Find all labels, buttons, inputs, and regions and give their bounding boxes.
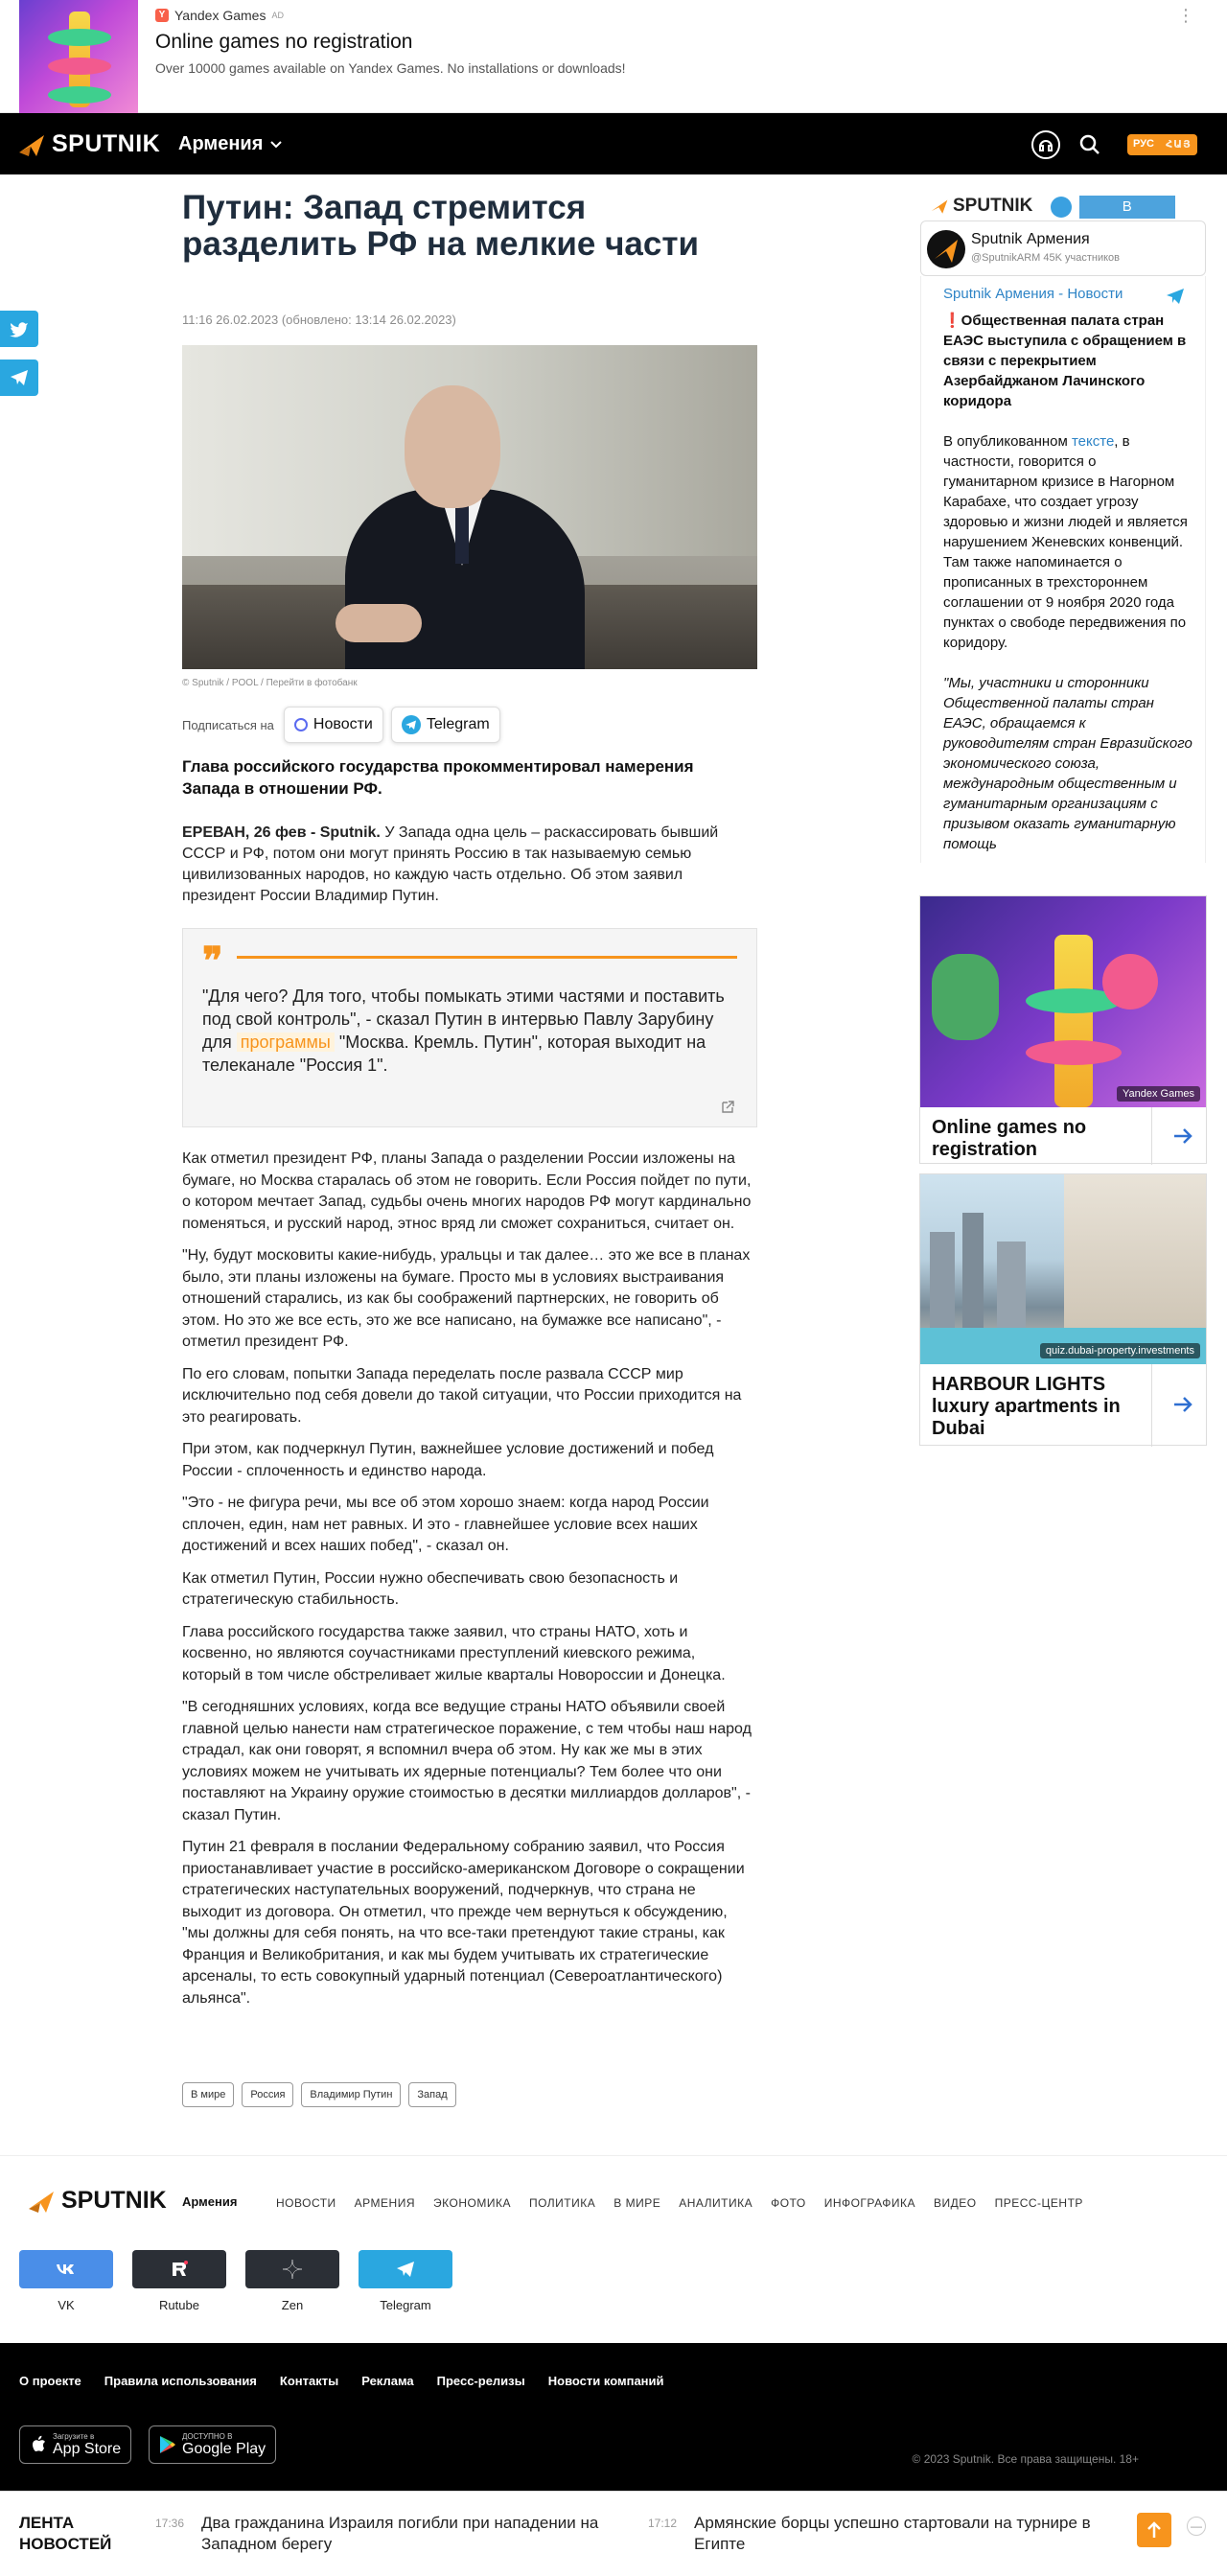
- telegram-icon: [402, 715, 421, 734]
- store-small-label: Загрузите в: [53, 2431, 95, 2441]
- footer-menu-item[interactable]: АРМЕНИЯ: [354, 2196, 416, 2210]
- channel-card[interactable]: [920, 220, 1206, 276]
- subscribe-telegram-label: Telegram: [426, 716, 490, 732]
- top-ad-banner[interactable]: [0, 0, 1227, 113]
- tag-chip[interactable]: Россия: [242, 2082, 293, 2107]
- article-paragraph: "Ну, будут московиты какие-нибудь, уральцы и так далее… это же все в планах было, эти планы изложены на бумаге. Просто мы в условиях выстраивания отношений старались, из как бы соображений партнерских, не говорить об этом. Но это же все есть, это же все написано, на бумажке все написано", - отметил президент РФ.: [182, 1247, 751, 1350]
- channel-name: Sputnik Армения: [971, 231, 1090, 247]
- ad-tag: AD: [271, 11, 284, 20]
- quote-part2: "Москва. Кремль. Путин", которая выходит на телеканале "Россия 1".: [202, 1033, 706, 1075]
- footer-link[interactable]: Контакты: [279, 2374, 339, 2388]
- tag-chip[interactable]: Владимир Путин: [301, 2082, 401, 2107]
- article-body: [182, 1149, 757, 2020]
- ad-image: [920, 896, 1206, 1107]
- article-paragraph: Как отметил Путин, России нужно обеспечивать свою безопасность и стратегическую стабильность.: [182, 1569, 679, 1608]
- footer-link[interactable]: Реклама: [361, 2374, 414, 2388]
- arrow-right-icon[interactable]: [1171, 1125, 1194, 1148]
- region-selector[interactable]: [178, 133, 282, 155]
- social-label: Rutube: [159, 2298, 199, 2312]
- subscribe-news-button[interactable]: [284, 707, 383, 743]
- subscribe-news-label: Новости: [313, 716, 373, 732]
- post-paragraph: [943, 431, 1194, 653]
- article-paragraph: "В сегодняшних условиях, когда все ведущие страны НАТО объявили своей главной целью нанести нам стратегическое поражение, с тем чтобы наш народ страдал, как они говорят, я вспомнил вчера об этом. Ну как же мы в этих условиях можем не учитывать их ядерные потенциалы? Тем более что они поставляют на Украину оружие стоимостью в десятки миллиардов долларов", - сказал Путин.: [182, 1699, 752, 1823]
- right-ad-games[interactable]: [919, 895, 1207, 1164]
- apple-icon: [30, 2435, 47, 2454]
- channel-avatar: [927, 230, 965, 268]
- store-small-label: ДОСТУПНО В: [182, 2431, 233, 2441]
- article-date: 11:16 26.02.2023 (обновлено: 13:14 26.02.2023): [182, 313, 456, 327]
- news-icon: [294, 718, 308, 731]
- telegram-icon: [396, 2261, 415, 2278]
- footer-menu-item[interactable]: НОВОСТИ: [276, 2196, 336, 2210]
- footer-logo[interactable]: [27, 2187, 167, 2215]
- ticker-open-button[interactable]: [1137, 2513, 1171, 2547]
- ad-caption[interactable]: HARBOUR LIGHTS luxury apartments in Dubai: [932, 1374, 1121, 1439]
- ad-badge: Yandex Games: [1117, 1086, 1200, 1102]
- social-label: VK: [58, 2298, 75, 2312]
- search-icon[interactable]: [1077, 132, 1102, 157]
- tag-chip[interactable]: В мире: [182, 2082, 234, 2107]
- ad-title[interactable]: Online games no registration: [155, 31, 413, 53]
- ad-brand-name: Yandex Games: [174, 8, 266, 23]
- article-paragraph: "Это - не фигура речи, мы все об этом хорошо знаем: когда народ России сплочен, един, нам нет равных. И это - главнейшее условие всех наших достижений и всех наших побед", - сказал он.: [182, 1495, 709, 1554]
- article-intro: [182, 823, 719, 907]
- right-ad-dubai[interactable]: [919, 1173, 1207, 1446]
- tag-chip[interactable]: Запад: [408, 2082, 455, 2107]
- chevron-down-icon: [270, 141, 282, 149]
- language-switch[interactable]: [1127, 134, 1197, 155]
- footer-menu-item[interactable]: ПРЕСС-ЦЕНТР: [994, 2196, 1083, 2210]
- share-icon[interactable]: [1165, 286, 1186, 307]
- lang-ru[interactable]: РУС: [1133, 138, 1154, 150]
- social-vk[interactable]: [19, 2250, 113, 2312]
- footer-menu-item[interactable]: ФОТО: [771, 2196, 806, 2210]
- tag-list: [182, 2082, 456, 2107]
- quote-icon: ❞: [202, 939, 223, 984]
- vk-icon: [56, 2263, 77, 2276]
- twitter-share-button[interactable]: [0, 311, 38, 347]
- copyright: © 2023 Sputnik. Все права защищены. 18+: [912, 2452, 1139, 2466]
- footer-menu-item[interactable]: ИНФОГРАФИКА: [823, 2196, 915, 2210]
- footer-menu-item[interactable]: ПОЛИТИКА: [528, 2196, 596, 2210]
- site-header: [0, 113, 1227, 174]
- widget-logo-text: SPUTNIK: [953, 196, 1033, 216]
- subscribe-bar: [182, 707, 500, 743]
- ad-caption[interactable]: Online games no registration: [932, 1117, 1087, 1160]
- sputnik-logo-icon: [17, 131, 46, 158]
- ticker-time: 17:36: [155, 2517, 185, 2530]
- more-options-icon[interactable]: ⋮: [1177, 6, 1194, 25]
- article-lead: Глава российского государства прокомментировал намерения Запада в отношении РФ.: [182, 757, 694, 798]
- article-title: Путин: Запад стремится разделить РФ на мелкие части: [182, 189, 700, 263]
- photo-caption[interactable]: © Sputnik / POOL / Перейти в фотобанк: [182, 678, 358, 688]
- telegram-share-button[interactable]: [0, 360, 38, 396]
- social-links: [19, 2250, 452, 2312]
- footer-links: [19, 2374, 664, 2388]
- ticker-text: Два гражданина Израиля погибли при нападении на Западном берегу: [201, 2514, 599, 2553]
- footer-menu-item[interactable]: ЭКОНОМИКА: [433, 2196, 511, 2210]
- ticker-item[interactable]: [648, 2513, 1097, 2555]
- footer-menu-item[interactable]: ВИДЕО: [933, 2196, 977, 2210]
- telegram-icon: [1051, 197, 1072, 218]
- logo-text: SPUTNIK: [52, 130, 161, 157]
- lang-hy[interactable]: ՀԱՅ: [1165, 139, 1192, 151]
- ad-badge: quiz.dubai-property.investments: [1040, 1343, 1200, 1358]
- subscribe-label: Подписаться на: [182, 717, 274, 732]
- article-paragraph: Глава российского государства также заявил, что страны НАТО, хоть и косвенно, но являются соучастниками преступлений киевского режима, который в том числе обстреливает жилые кварталы Новороссии и Донецка.: [182, 1623, 726, 1683]
- dateline: ЕРЕВАН, 26 фев - Sputnik.: [182, 824, 381, 841]
- arrow-right-icon[interactable]: [1171, 1393, 1194, 1416]
- article-paragraph: Как отметил президент РФ, планы Запада о разделении России изложены на бумаге, но Москва старалась об этом не говорить. Если Россия пойдет по пути, о котором мечтает Запад, судьбы очень многих народов РФ могут кардинально поменяться, и русский народ, этнос вряд ли сможет сохраниться, считает он.: [182, 1150, 752, 1232]
- sputnik-logo-icon: [27, 2188, 56, 2215]
- ticker-item[interactable]: [155, 2513, 604, 2555]
- post-headline: ❗Общественная палата стран ЕАЭС выступила с обращением в связи с перекрытием Азербайджаном Лачинского коридора: [943, 313, 1187, 409]
- subscribe-telegram-button[interactable]: [391, 707, 500, 743]
- article-paragraph: Путин 21 февраля в послании Федеральному собранию заявил, что Россия приостанавливает участие в российско-американском Договоре о сокращении стратегических наступательных вооружений, подчеркнув, что страна не выходит из договора. Он отметил, что прежде чем вернуться к обсуждению, "мы должны для себя понять, на что все-таки претендуют такие страны, как Франция и Великобритания, и как мы будем учитывать их стратегические арсеналы, то есть совокупный ударный потенциал (Североатлантического) альянса".: [182, 1839, 745, 2007]
- ticker-title[interactable]: ЛЕНТА НОВОСТЕЙ: [19, 2514, 112, 2553]
- telegram-widget: [920, 192, 1206, 863]
- quote-program-link[interactable]: программы: [237, 1033, 335, 1052]
- footer-link[interactable]: Правила использования: [104, 2374, 257, 2388]
- external-link-icon[interactable]: [720, 1100, 735, 1115]
- social-label: Zen: [281, 2298, 304, 2312]
- social-label: Telegram: [380, 2298, 431, 2312]
- post-link[interactable]: тексте: [1071, 433, 1115, 450]
- footer-menu: [276, 2196, 1083, 2210]
- social-telegram[interactable]: [359, 2250, 452, 2312]
- open-telegram-button[interactable]: В: [1079, 196, 1175, 219]
- footer-bottom: [0, 2343, 1227, 2491]
- ticker-text: Армянские борцы успешно стартовали на турнире в Египте: [694, 2514, 1091, 2553]
- quote-text: [202, 985, 739, 1077]
- store-label: App Store: [53, 2440, 122, 2457]
- footer-region: Армения: [182, 2194, 238, 2209]
- google-play-button[interactable]: [149, 2425, 276, 2464]
- social-rutube[interactable]: [132, 2250, 226, 2312]
- article-photo[interactable]: [182, 345, 757, 669]
- radio-icon[interactable]: [1031, 130, 1060, 159]
- ad-thumbnail[interactable]: [19, 0, 138, 113]
- region-label: Армения: [178, 133, 264, 154]
- intro-text: У Запада одна цель – раскассировать бывший СССР и РФ, потом они могут принять Россию в так называемую семью цивилизованных народов, но каждую часть отдельно. Об этом заявил президент России Владимир Путин.: [182, 824, 719, 904]
- article-paragraph: При этом, как подчеркнул Путин, важнейшее условие достижений и побед России - сплоченность и единство народа.: [182, 1441, 714, 1479]
- footer-menu-item[interactable]: АНАЛИТИКА: [679, 2196, 753, 2210]
- arrow-up-icon: [1137, 2513, 1171, 2547]
- yandex-icon: Y: [155, 9, 169, 22]
- post-text: В опубликованном: [943, 433, 1072, 450]
- post-text: , в частности, говорится о гуманитарном кризисе в Нагорном Карабахе, что создает угрозу здоровью и жизни людей и является нарушением Женевских конвенций. Там также напоминается о прописанных в трехстороннем соглашении от 9 ноября 2020 года пунктах о свободе передвижения по коридору.: [943, 433, 1188, 651]
- footer-logo-text: SPUTNIK: [61, 2187, 167, 2214]
- footer-menu-item[interactable]: В МИРЕ: [614, 2196, 661, 2210]
- post-channel-name[interactable]: Sputnik Армения - Новости: [943, 286, 1123, 302]
- store-label: Google Play: [182, 2440, 266, 2457]
- telegram-post: [920, 276, 1206, 863]
- telegram-icon: [10, 369, 29, 386]
- rutube-icon: [170, 2261, 189, 2278]
- channel-subscribers: @SputnikARM 45K участников: [971, 252, 1120, 264]
- quote-divider: [237, 956, 737, 959]
- social-zen[interactable]: [245, 2250, 339, 2312]
- google-play-icon: [159, 2435, 176, 2454]
- ad-image: [920, 1174, 1206, 1364]
- footer-link[interactable]: Пресс-релизы: [436, 2374, 525, 2388]
- close-icon[interactable]: —: [1187, 2517, 1206, 2536]
- article-paragraph: По его словам, попытки Запада переделать после развала СССР мир исключительно под себя довели до такой ситуации, что России приходится на это реагировать.: [182, 1365, 742, 1426]
- twitter-icon: [10, 320, 29, 337]
- footer-link[interactable]: Новости компаний: [547, 2374, 664, 2388]
- ad-brand: [155, 8, 284, 23]
- post-quote: "Мы, участники и сторонники Общественной палаты стран ЕАЭС, обращаемся к руководителям стран Евразийского экономического союза, международным общественным и гуманитарным организациям с призывом оказать гуманитарную помощь: [943, 675, 1192, 852]
- quote-part1: "Для чего? Для того, чтобы помыкать этими частями и поставить под свой контроль", - сказал Путин в интервью Павлу Зарубину для: [202, 986, 725, 1052]
- footer-link[interactable]: О проекте: [19, 2374, 81, 2388]
- app-store-button[interactable]: [19, 2425, 131, 2464]
- sputnik-logo-icon: [930, 197, 949, 215]
- footer-navigation: [0, 2155, 1227, 2343]
- ad-description: Over 10000 games available on Yandex Games. No installations or downloads!: [155, 60, 626, 76]
- zen-icon: [283, 2260, 302, 2279]
- widget-logo[interactable]: [930, 196, 1032, 217]
- site-logo[interactable]: [17, 130, 160, 158]
- news-ticker: [0, 2491, 1227, 2576]
- quote-block: [182, 928, 757, 1127]
- ticker-time: 17:12: [648, 2517, 678, 2530]
